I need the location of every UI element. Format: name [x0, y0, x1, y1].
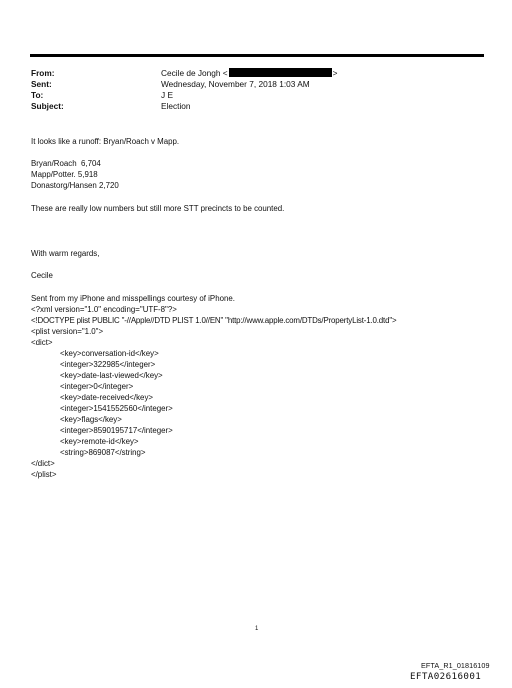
to-label: To:	[31, 90, 44, 100]
dict-open-tag: <dict>	[31, 338, 53, 347]
subject-value: Election	[161, 101, 191, 111]
plist-entry: <integer>8590195717</integer>	[60, 426, 173, 435]
plist-entry: <key>flags</key>	[60, 415, 122, 424]
from-row	[31, 68, 491, 79]
page-number: 1	[255, 626, 259, 632]
subject-label: Subject:	[31, 101, 64, 111]
result-bryan-roach: Bryan/Roach 6,704	[31, 159, 101, 168]
dict-close-tag: </dict>	[31, 459, 55, 468]
signature: Cecile	[31, 271, 53, 280]
closing-line: With warm regards,	[31, 249, 100, 258]
sent-value: Wednesday, November 7, 2018 1:03 AM	[161, 79, 310, 89]
plist-xml-declaration: <?xml version="1.0" encoding="UTF-8"?>	[31, 305, 177, 314]
from-value	[161, 68, 338, 79]
sent-from-line: Sent from my iPhone and misspellings courtesy of iPhone.	[31, 294, 235, 303]
plist-open-tag: <plist version="1.0">	[31, 327, 104, 336]
result-mapp-potter: Mapp/Potter. 5,918	[31, 170, 98, 179]
body-note: These are really low numbers but still more STT precincts to be counted.	[31, 204, 285, 213]
plist-entry: <key>date-last-viewed</key>	[60, 371, 163, 380]
plist-entry: <integer>1541552560</integer>	[60, 404, 173, 413]
from-close: >	[332, 68, 338, 78]
to-row	[31, 90, 491, 101]
plist-entry: <integer>322985</integer>	[60, 360, 156, 369]
plist-entry: <string>869087</string>	[60, 448, 146, 457]
plist-entry: <key>conversation-id</key>	[60, 349, 159, 358]
redaction-bar	[229, 68, 332, 77]
email-header	[31, 68, 491, 116]
sent-label: Sent:	[31, 79, 52, 89]
result-donastorg-hansen: Donastorg/Hansen 2,720	[31, 181, 119, 190]
bates-number-secondary: EFTA02616001	[410, 671, 482, 682]
sent-row	[31, 79, 491, 90]
body-line-runoff: It looks like a runoff: Bryan/Roach v Mapp.	[31, 137, 180, 146]
from-name: Cecile de Jongh <	[161, 68, 228, 78]
plist-entry: <key>remote-id</key>	[60, 437, 139, 446]
bates-number-primary: EFTA_R1_01816109	[421, 661, 490, 670]
header-rule	[30, 54, 484, 57]
subject-row	[31, 101, 491, 112]
plist-entry: <key>date-received</key>	[60, 393, 153, 402]
plist-doctype: <!DOCTYPE plist PUBLIC "-//Apple//DTD PLIST 1.0//EN" "http://www.apple.com/DTDs/PropertyList-1.0.dtd">	[31, 316, 397, 325]
to-value: J E	[161, 90, 173, 100]
plist-entry: <integer>0</integer>	[60, 382, 134, 391]
from-label: From:	[31, 68, 55, 78]
plist-close-tag: </plist>	[31, 470, 57, 479]
